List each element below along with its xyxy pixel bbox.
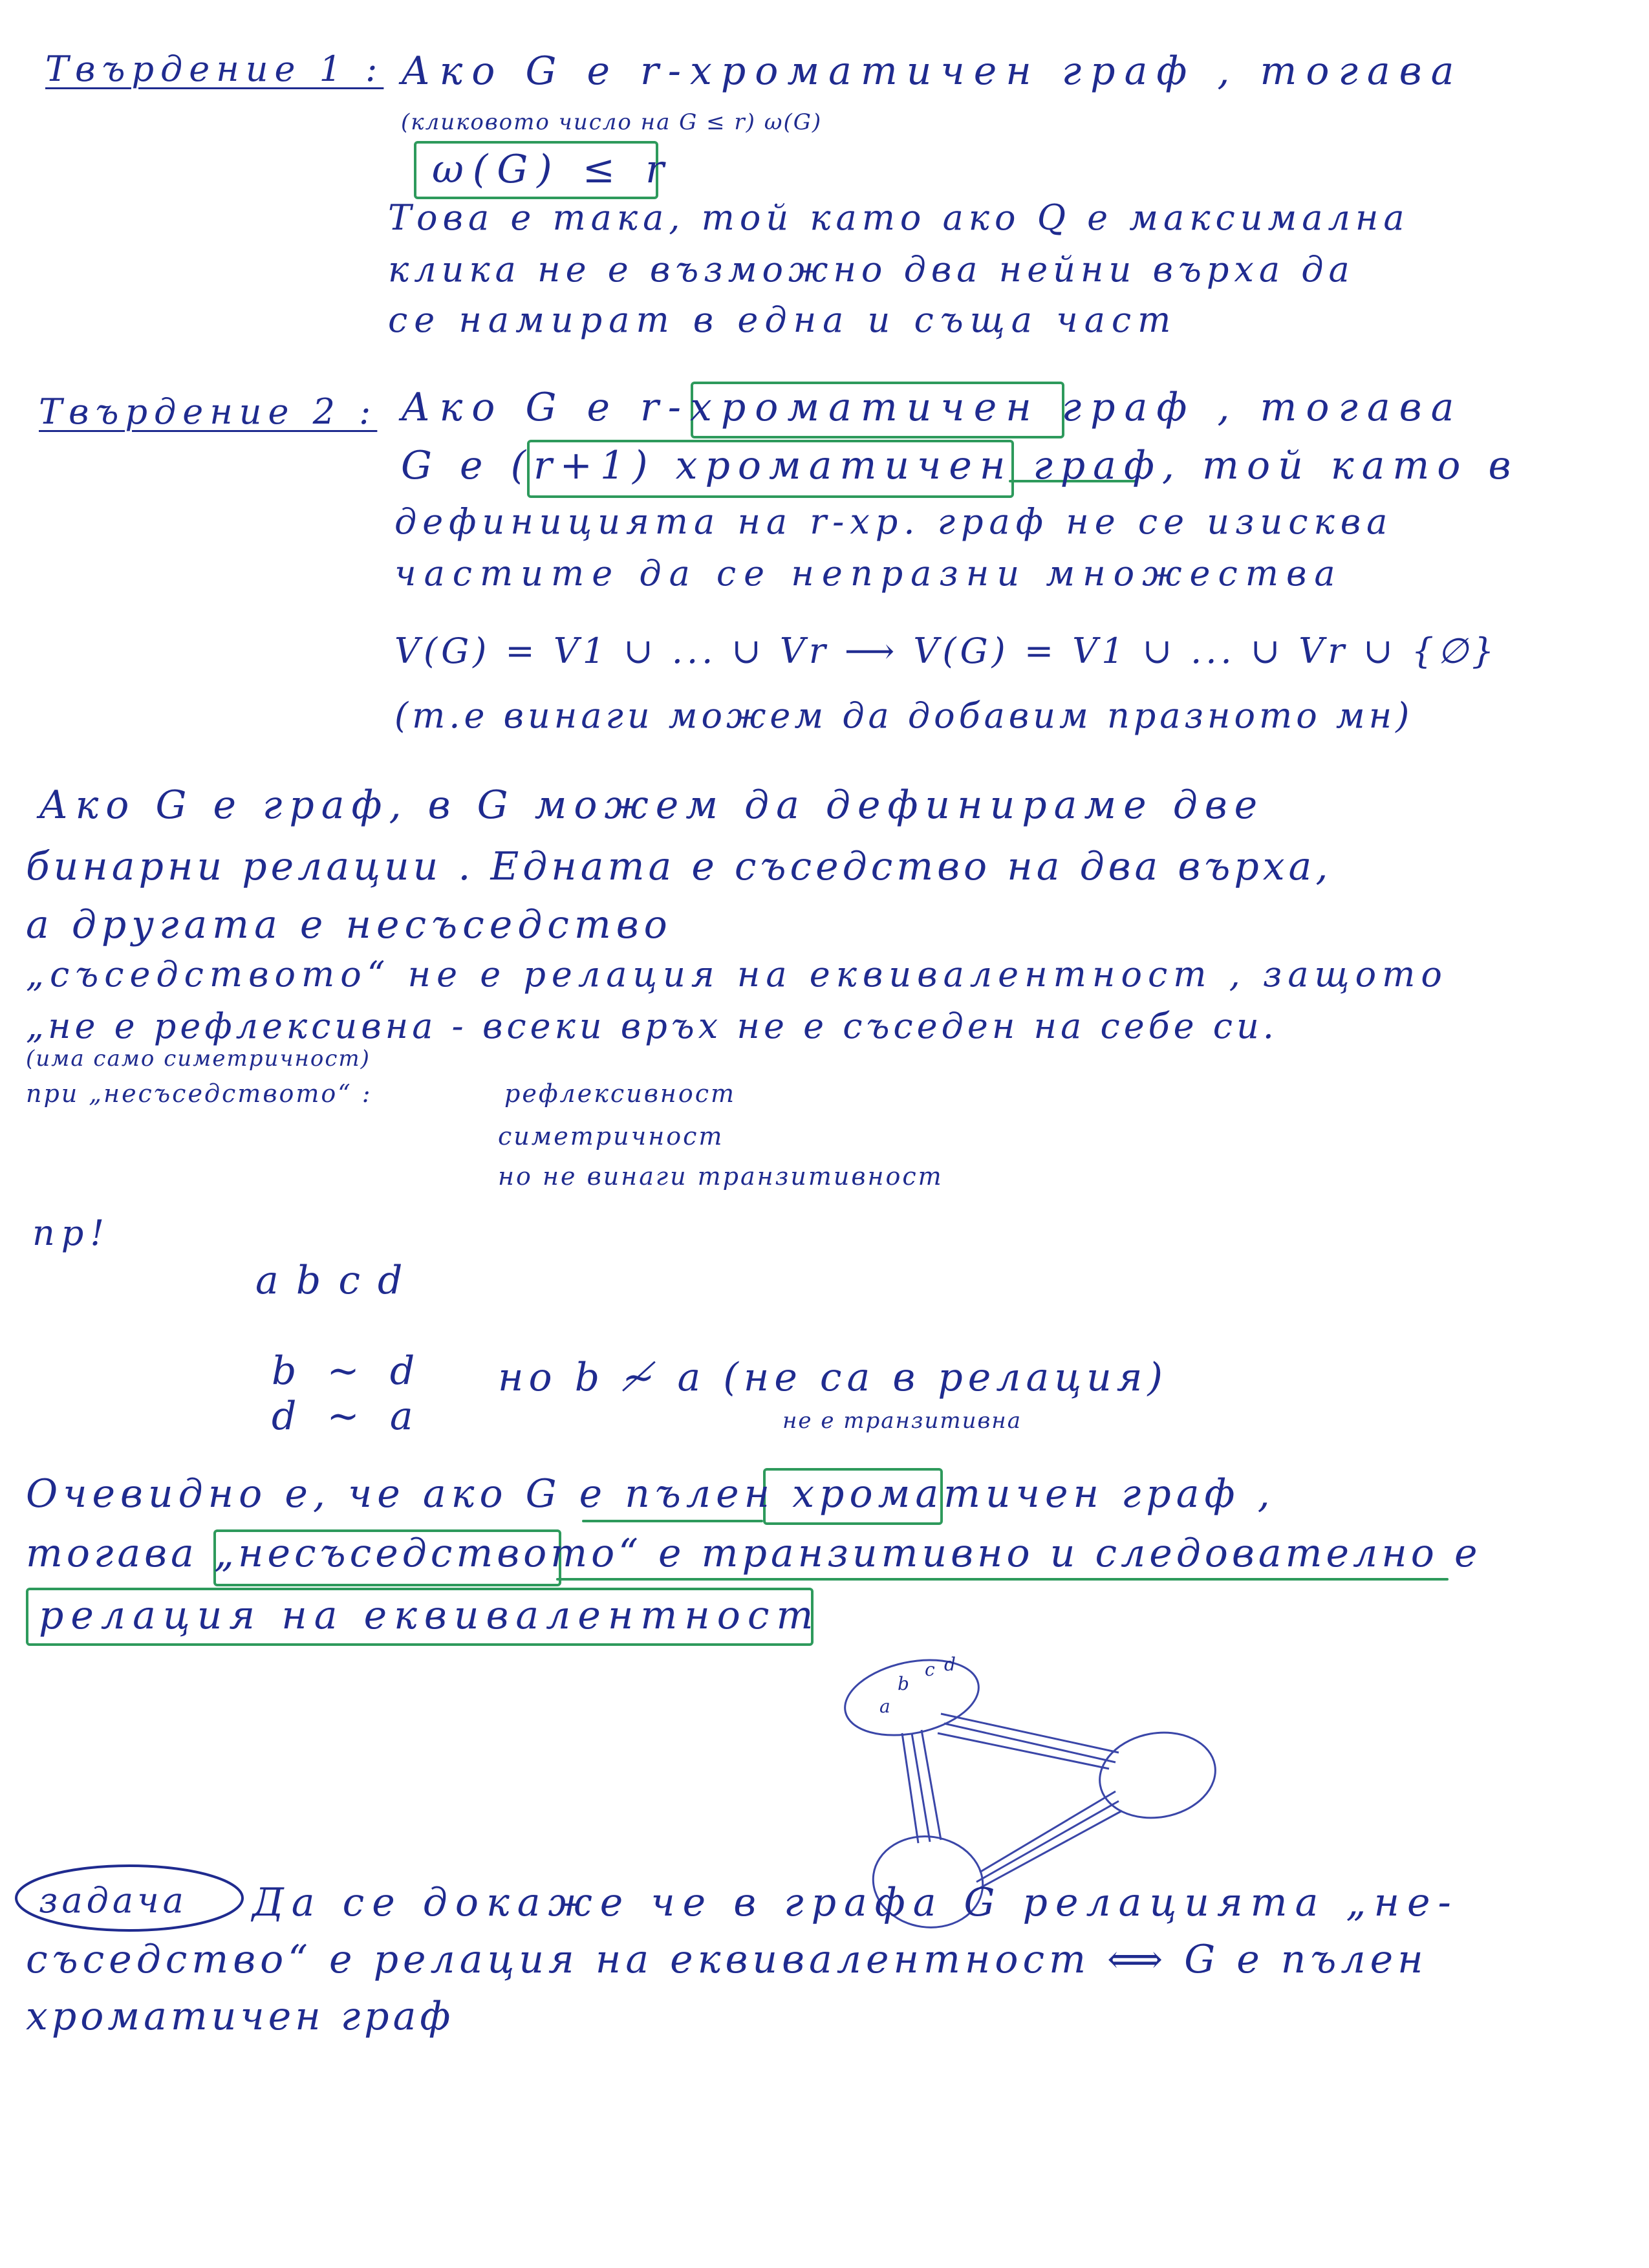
claim2-line6: (т.е винаги можем да добавим празното мн)	[394, 695, 1414, 736]
relations-line7: при „несъседството“ :	[26, 1079, 372, 1108]
relations-line4: „съседството“ не е релация на еквивалентност , защото	[26, 954, 1448, 995]
claim2-line4: частите да се непразни множества	[394, 553, 1343, 594]
relations-line2: бинарни релации . Едната е съседство на два върха,	[26, 844, 1332, 889]
conclusion-underline-2	[556, 1578, 1449, 1581]
example-label: пр!	[32, 1213, 111, 1253]
claim1-label: Твърдение 1 :	[45, 49, 384, 89]
diagram-label-d: d	[944, 1654, 957, 1675]
diagram-label-c: c	[925, 1659, 936, 1680]
diagram-label-b: b	[898, 1673, 911, 1694]
relations-line1: Ако G е граф, в G можем да дефинираме две	[39, 783, 1265, 828]
relations-prop2: симетричност	[498, 1122, 724, 1150]
claim2-label: Твърдение 2 :	[39, 391, 378, 432]
example-note: не е транзитивна	[782, 1408, 1022, 1434]
conclusion-underline-1	[582, 1520, 763, 1522]
diagram-label-a: a	[879, 1696, 892, 1717]
claim2-line3: дефиницията на r-хр. граф не се изисква	[394, 501, 1394, 542]
relations-prop1: рефлексивност	[504, 1079, 737, 1108]
claim1-line4: клика не е възможно два нейни върха да	[388, 249, 1355, 290]
conclusion-line3: релация на еквивалентност	[39, 1593, 821, 1638]
task-line2: съседство“ е релация на еквивалентност ⟺ G е пълен	[26, 1937, 1428, 1982]
example-rel1: b ∼ d	[272, 1348, 424, 1394]
relations-line3: а другата е несъседство	[26, 902, 673, 947]
conclusion-line2: тогава „несъседството“ е транзитивно и следователно е	[26, 1531, 1482, 1576]
claim2-line2: G е (r+1) хроматичен граф, той като в	[401, 443, 1519, 488]
bleed-through-mark	[1436, 272, 1445, 308]
example-vertices: a b c d	[255, 1258, 405, 1303]
relations-line5: „не е рефлексивна - всеки връх не е съседен на себе си.	[26, 1006, 1278, 1046]
claim2-line5: V(G) = V1 ∪ ... ∪ Vr ⟶ V(G) = V1 ∪ ... ∪ Vr ∪ {∅}	[394, 631, 1498, 671]
relations-prop3: но не винаги транзитивност	[498, 1162, 943, 1191]
claim2-line1: Ако G е r-хроматичен граф , тогава	[401, 385, 1463, 430]
task-label: задача	[39, 1880, 188, 1921]
claim1-line1: Ако G е r-хроматичен граф , тогава	[401, 49, 1463, 94]
example-but: но b ≁ a (не са в релация)	[498, 1355, 1168, 1400]
task-line3: хроматичен граф	[26, 1994, 455, 2039]
claim1-line3: Това е така, той като ако Q е максимална	[388, 197, 1410, 238]
claim1-line5: се намират в една и съща част	[388, 299, 1178, 340]
example-rel2: d ∼ a	[272, 1394, 422, 1439]
relations-line6: (има само симетричност)	[26, 1046, 371, 1072]
task-line1: Да се докаже че в графа G релацията „не-	[252, 1880, 1459, 1925]
conclusion-line1: Очевидно е, че ако G е пълен хроматичен граф ,	[26, 1471, 1275, 1517]
claim1-formula: ω(G) ≤ r	[432, 147, 673, 192]
claim1-line2: (кликовото число на G ≤ r) ω(G)	[401, 109, 823, 135]
